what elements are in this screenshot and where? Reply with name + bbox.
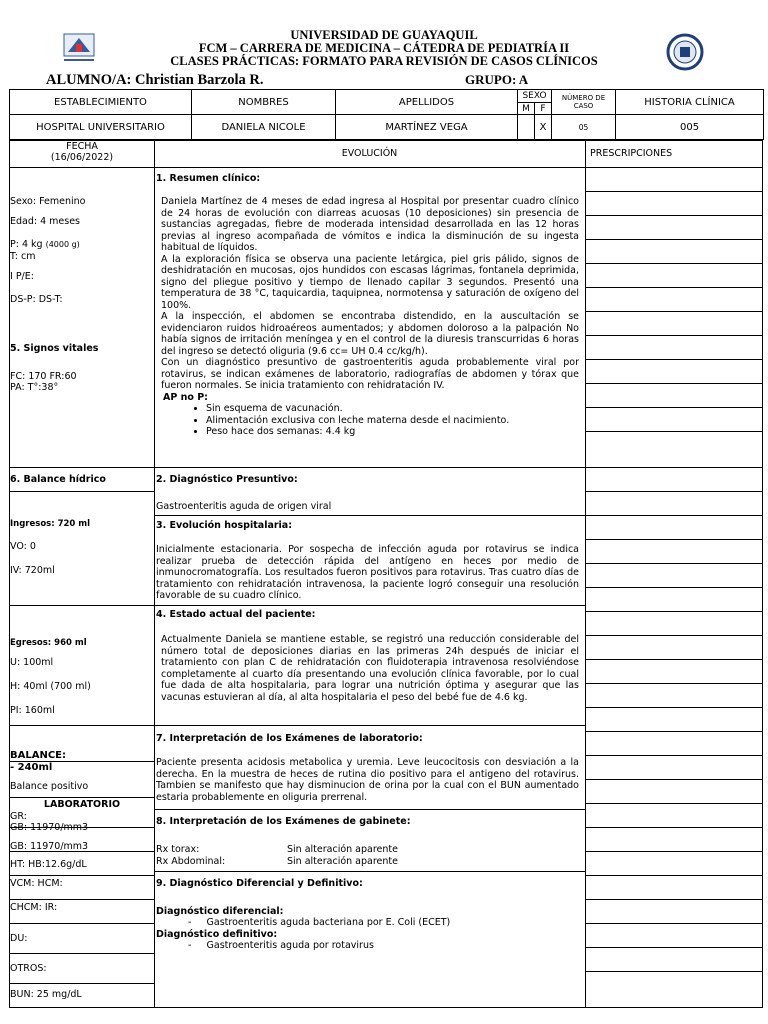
s7-title: 7. Interpretación de los Exámenes de laboratorio:: [156, 733, 423, 744]
col-historia: HISTORIA CLÍNICA: [616, 90, 764, 115]
university-name: UNIVERSIDAD DE GUAYAQUIL: [290, 28, 478, 42]
col-sexo-f: F: [535, 103, 552, 115]
sexo: Sexo: Femenino: [10, 196, 86, 207]
diagnostico-diferencial-item: - Gastroenteritis aguda bacteriana por E. Coli (ECET): [188, 917, 451, 928]
prescripciones-header: PRESCRIPCIONES: [590, 148, 673, 159]
diagnostico-definitivo-item: - Gastroenteritis aguda por rotavirus: [188, 940, 374, 951]
val-sexo-f: X: [535, 115, 552, 140]
s3-title: 3. Evolución hospitalaria:: [156, 520, 293, 531]
col-sexo-m: M: [518, 103, 535, 115]
s1-para-3: A la inspección, el abdomen se encontraba distendido, en la auscultación se evidenciaron ruidos hidroaéreos aumentados; y abdomen doloroso a la palpación No había signos de irritación meníngea y en el control de la diuresis transcurridas 6 horas del ingreso se detectó oliguria (9.6 cc= UH 0.4 cc/kg/h).: [161, 311, 579, 357]
ds: DS-P: DS-T:: [10, 294, 63, 305]
val-apellidos: MARTÍNEZ VEGA: [336, 115, 518, 140]
s1-body: [161, 196, 579, 438]
s4-text: Actualmente Daniela se mantiene estable, se registró una reducción considerable del número total de deposiciones diarias en las primeras 24h después de iniciar el tratamiento con plan C de rehidratación con fluidoterapia intravenosa resolviéndose completamente al cuarto día presentando una evolución clínica favorable, por lo cual fue dada de alta hospitalaria, para lograr una nutrición óptima y asegurar que las vacunas estuvieran al día, al alta hospitalaria el peso del bebé fue de 4.6 kg.: [161, 634, 579, 703]
col-establecimiento: ESTABLECIMIENTO: [10, 90, 192, 115]
gb-2: GB: 11970/mm3: [10, 841, 89, 852]
s2-title: 2. Diagnóstico Presuntivo:: [156, 474, 298, 485]
s3-text: Inicialmente estacionaria. Por sospecha de infección aguda por rotavirus se indica realizar prueba de detección rápida del antígeno en heces por medio de inmunocromatografía. Los resultados fueron positivos para rotavirus. Tras cuatro días de tratamiento con rehidratación intravenosa, la paciente logró conseguir una resolución favorable de su cuadro clínico.: [156, 544, 579, 601]
edad: Edad: 4 meses: [10, 216, 81, 227]
val-sexo-m: [518, 115, 535, 140]
signos-vitales-title: 5. Signos vitales: [10, 343, 99, 354]
iv: IV: 720ml: [10, 565, 55, 576]
heces: H: 40ml (700 ml): [10, 681, 91, 692]
col-sexo: SEXO: [518, 90, 552, 103]
chcm-ir: CHCM: IR:: [10, 902, 58, 913]
s1-para-1: Daniela Martínez de 4 meses de edad ingresa al Hospital por presentar cuadro clínico de 24 horas de evolución con diarreas acuosas (10 deposiciones) sin presencia de sustancias agregadas, fiebre de moderada intensidad desarrollada en las 12 horas previas al ingreso acompañada de vómitos e indica la disminución de su ingesta habitual de líquidos.: [161, 196, 579, 253]
s7-text: Paciente presenta acidosis metabolica y uremia. Leve leucocitosis con desviación a la derecha. En la muestra de heces de rutina dio positivo para el antigeno del rotavirus. Tambien se manifesto que hay disminucion de orina por la cual con el BUN aumentado estaria probablemente en oliguria prerrenal.: [156, 757, 579, 803]
gb-1: GB: 11970/mm3: [10, 822, 89, 833]
fecha-value: (16/06/2022): [50, 152, 114, 163]
diagnostico-diferencial-title: Diagnóstico diferencial:: [156, 906, 284, 917]
ipe: I P/E:: [10, 271, 34, 282]
diagnostico-definitivo-title: Diagnóstico definitivo:: [156, 929, 278, 940]
ap-item: • Peso hace dos semanas: 4.4 kg: [206, 426, 579, 438]
balance-hidrico-title: 6. Balance hídrico: [10, 474, 106, 485]
fc-fr: FC: 170 FR:60: [10, 371, 77, 382]
s1-title: 1. Resumen clínico:: [156, 173, 261, 184]
talla: T: cm: [10, 251, 36, 262]
balance-positivo: Balance positivo: [10, 781, 89, 792]
col-nombres: NOMBRES: [192, 90, 336, 115]
pa-t: PA: T°:38°: [10, 382, 59, 393]
ap-item: • Sin esquema de vacunación.: [206, 403, 579, 415]
rx-abdominal-value: Sin alteración aparente: [287, 856, 398, 867]
rx-torax-label: Rx torax:: [156, 844, 200, 855]
patient-info-table: [9, 89, 764, 140]
val-historia: 005: [616, 115, 764, 140]
ingresos: Ingresos: 720 ml: [10, 519, 91, 529]
evolucion-header: EVOLUCIÓN: [341, 148, 398, 159]
val-nombres: DANIELA NICOLE: [192, 115, 336, 140]
balance-label: BALANCE:: [10, 750, 67, 761]
ap-list: [161, 403, 579, 438]
balance-value: - 240ml: [10, 762, 53, 773]
otros: OTROS:: [10, 963, 47, 974]
group-label: GRUPO: A: [465, 72, 529, 87]
fecha-header: FECHA: [66, 141, 98, 152]
vcm-hcm: VCM: HCM:: [10, 878, 63, 889]
bun: BUN: 25 mg/dL: [10, 989, 82, 1000]
student-name: ALUMNO/A: Christian Barzola R.: [46, 72, 264, 88]
format-title: CLASES PRÁCTICAS: FORMATO PARA REVISIÓN DE CASOS CLÍNICOS: [170, 54, 598, 68]
s1-para-2: A la exploración física se observa una paciente letárgica, piel gris pálido, signos de deshidratación en mucosas, ojos hundidos con escasas lágrimas, fontanela deprimida, signo del pliegue positivo y tiempo de llenado capilar 3 segundos. Presentó una temperatura de 38 °C, taquicardia, taquipnea, normotensa y saturación de oxígeno del 100%.: [161, 253, 579, 311]
s9-title: 9. Diagnóstico Diferencial y Definitivo:: [156, 878, 363, 889]
s2-text: Gastroenteritis aguda de origen viral: [156, 501, 332, 512]
rx-torax-value: Sin alteración aparente: [287, 844, 398, 855]
gr: GR:: [10, 811, 27, 822]
peso: P: 4 kg (4000 g): [10, 239, 80, 250]
clinical-table: [9, 140, 763, 1008]
rx-abdominal-label: Rx Abdominal:: [156, 856, 226, 867]
s8-title: 8. Interpretación de los Exámenes de gabinete:: [156, 816, 411, 827]
s1-para-4: Con un diagnóstico presuntivo de gastroenteritis aguda probablemente viral por rotavirus, se indican exámenes de laboratorio, radiografías de abdomen y tórax que fueron normales. Se inicia tratamiento con rehidratación IV.: [161, 357, 579, 391]
ap-title: AP no P:: [163, 391, 208, 403]
du: DU:: [10, 933, 28, 944]
orina: U: 100ml: [10, 657, 54, 668]
faculty-name: FCM – CARRERA DE MEDICINA – CÁTEDRA DE PEDIATRÍA II: [198, 41, 570, 55]
vo: VO: 0: [10, 541, 36, 552]
laboratorio-title: LABORATORIO: [43, 799, 121, 810]
perdidas-insensibles: PI: 160ml: [10, 705, 55, 716]
egresos: Egresos: 960 ml: [10, 638, 87, 648]
s4-title: 4. Estado actual del paciente:: [156, 609, 316, 620]
ht-hb: HT: HB:12.6g/dL: [10, 859, 87, 870]
col-numero-caso: NÚMERO DE CASO: [552, 90, 616, 115]
val-numero-caso: 05: [552, 115, 616, 140]
val-establecimiento: HOSPITAL UNIVERSITARIO: [10, 115, 192, 140]
ap-item: • Alimentación exclusiva con leche materna desde el nacimiento.: [206, 415, 579, 427]
col-apellidos: APELLIDOS: [336, 90, 518, 115]
